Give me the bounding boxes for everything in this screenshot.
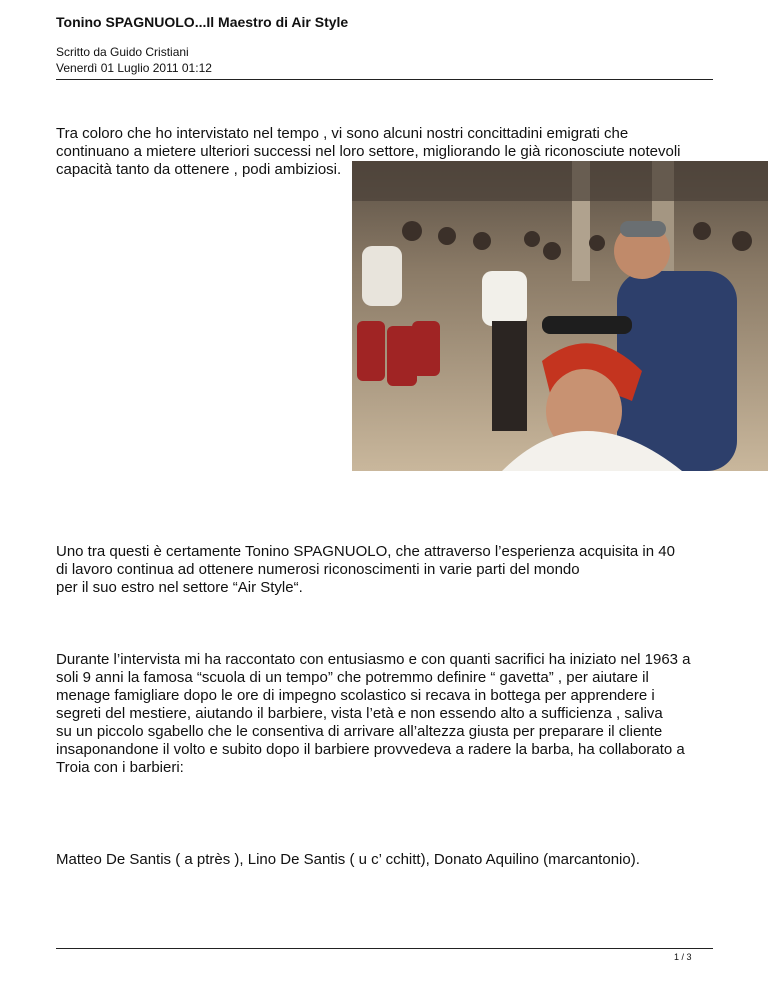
- text-line: continuano a mietere ulteriori successi nel loro settore, migliorando le già riconosciute notevoli: [56, 143, 681, 160]
- text-line: Uno tra questi è certamente Tonino SPAGNUOLO, che attraverso l’esperienza acquisita in 40: [56, 543, 675, 560]
- text-line: segreti del mestiere, aiutando il barbiere, vista l’età e non essendo alto a sufficienza , saliva: [56, 705, 663, 722]
- text-line: di lavoro continua ad ottenere numerosi riconoscimenti in varie parti del mondo: [56, 561, 580, 578]
- paragraph-3: [56, 651, 726, 777]
- paragraph-4: [56, 851, 726, 869]
- article-photo: [352, 161, 768, 471]
- paragraph-2: [56, 543, 726, 597]
- text-line: capacità tanto da ottenere , podi ambiziosi.: [56, 161, 342, 178]
- article-meta: [56, 44, 212, 76]
- text-line: Matteo De Santis ( a ptrès ), Lino De Santis ( u c’ cchitt), Donato Aquilino (marcantonio).: [56, 851, 640, 868]
- page-number: 1 / 3: [674, 952, 692, 962]
- text-line: soli 9 anni la famosa “scuola di un tempo” che potremmo definire “ gavetta” , per aiutare il: [56, 669, 649, 686]
- author-line: Scritto da Guido Cristiani: [56, 45, 189, 59]
- text-line: Troia con i barbieri:: [56, 759, 184, 776]
- text-line: Durante l’intervista mi ha raccontato con entusiasmo e con quanti sacrifici ha iniziato nel 1963 a: [56, 651, 691, 668]
- text-line: menage famigliare dopo le ore di impegno scolastico si recava in bottega per apprendere i: [56, 687, 655, 704]
- text-line: insaponandone il volto e subito dopo il barbiere provvedeva a radere la barba, ha collaborato a: [56, 741, 685, 758]
- footer-divider: [56, 948, 713, 949]
- header-divider: [56, 79, 713, 80]
- text-line: Tra coloro che ho intervistato nel tempo , vi sono alcuni nostri concittadini emigrati che: [56, 125, 629, 142]
- date-line: Venerdì 01 Luglio 2011 01:12: [56, 61, 212, 75]
- text-line: su un piccolo sgabello che le consentiva di arrivare all’altezza giusta per preparare il cliente: [56, 723, 663, 740]
- article-title: Tonino SPAGNUOLO...Il Maestro di Air Style: [56, 14, 349, 30]
- text-line: per il suo estro nel settore “Air Style“.: [56, 579, 303, 596]
